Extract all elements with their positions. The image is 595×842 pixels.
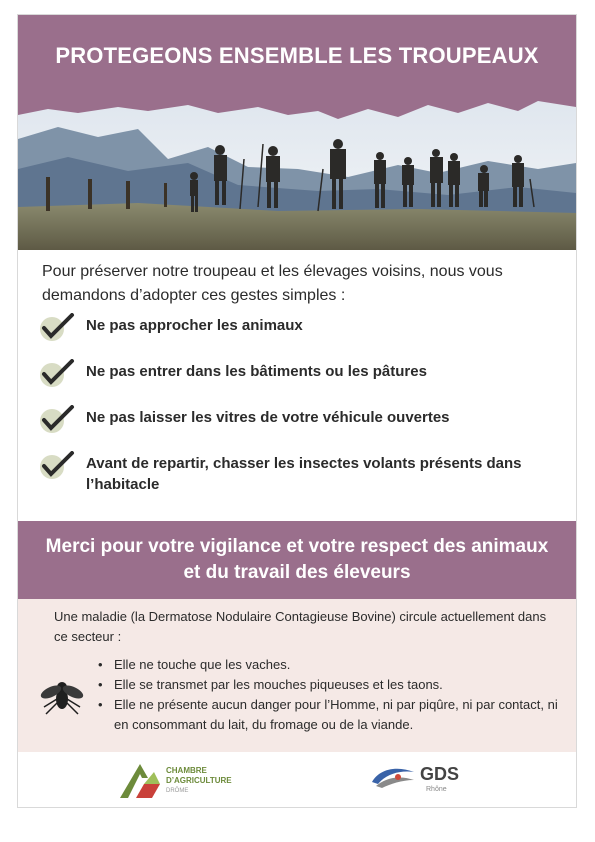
list-item — [38, 357, 558, 403]
chambre-sub: DRÔME — [166, 788, 189, 794]
list-item: • Elle ne touche que les vaches. — [98, 655, 558, 675]
chambre-agriculture-mark-icon — [118, 760, 162, 800]
list-item — [38, 403, 558, 449]
check-item-text: Ne pas laisser les vitres de votre véhicule ouvertes — [86, 409, 450, 426]
mountain-hikers-illustration — [18, 99, 576, 250]
chambre-agriculture-logo — [118, 760, 268, 800]
chambre-agriculture-text — [166, 766, 266, 796]
list-item — [38, 449, 558, 509]
list-item: • Elle se transmet par les mouches piqueuses et les taons. — [98, 675, 558, 695]
check-item-text: Ne pas approcher les animaux — [86, 317, 303, 334]
check-item-text: Avant de repartir, chasser les insectes volants présents dans l’habitacle — [86, 455, 522, 493]
page-title: PROTEGEONS ENSEMBLE LES TROUPEAUX — [55, 43, 539, 68]
check-icon — [38, 451, 78, 481]
thanks-line-1: Merci pour votre vigilance et votre respect des animaux — [45, 536, 549, 557]
check-icon — [38, 405, 78, 435]
gds-logo — [368, 762, 478, 802]
disease-facts — [98, 655, 558, 735]
gds-sub: Rhône — [426, 786, 447, 793]
check-icon — [38, 359, 78, 389]
footer-logos — [18, 752, 576, 807]
disease-intro: Une maladie (la Dermatose Nodulaire Contagieuse Bovine) circule actuellement dans ce secteur : — [54, 609, 547, 644]
chambre-line-2: D’AGRICULTURE — [166, 776, 232, 785]
check-icon — [38, 313, 78, 343]
intro-text: Pour préserver notre troupeau et les élevages voisins, nous vous demandons d’adopter ces gestes simples : — [42, 263, 503, 304]
checklist — [38, 311, 558, 509]
chambre-line-1: CHAMBRE — [166, 766, 207, 775]
gds-text: GDS — [420, 764, 460, 784]
gds-swoosh-icon — [368, 764, 418, 790]
fly-icon — [38, 677, 86, 717]
thanks-line-2: et du travail des éleveurs — [183, 562, 411, 583]
poster — [17, 14, 577, 808]
disease-info-panel — [18, 599, 576, 752]
list-item: • Elle ne présente aucun danger pour l’Homme, ni par piqûre, ni par contact, ni en consommant du lait, du fromage ou de la viande. — [98, 695, 558, 735]
header-banner — [18, 15, 576, 250]
thanks-banner — [18, 521, 576, 599]
check-item-text: Ne pas entrer dans les bâtiments ou les pâtures — [86, 363, 427, 380]
list-item — [38, 311, 558, 357]
hikers-photo — [18, 99, 576, 250]
